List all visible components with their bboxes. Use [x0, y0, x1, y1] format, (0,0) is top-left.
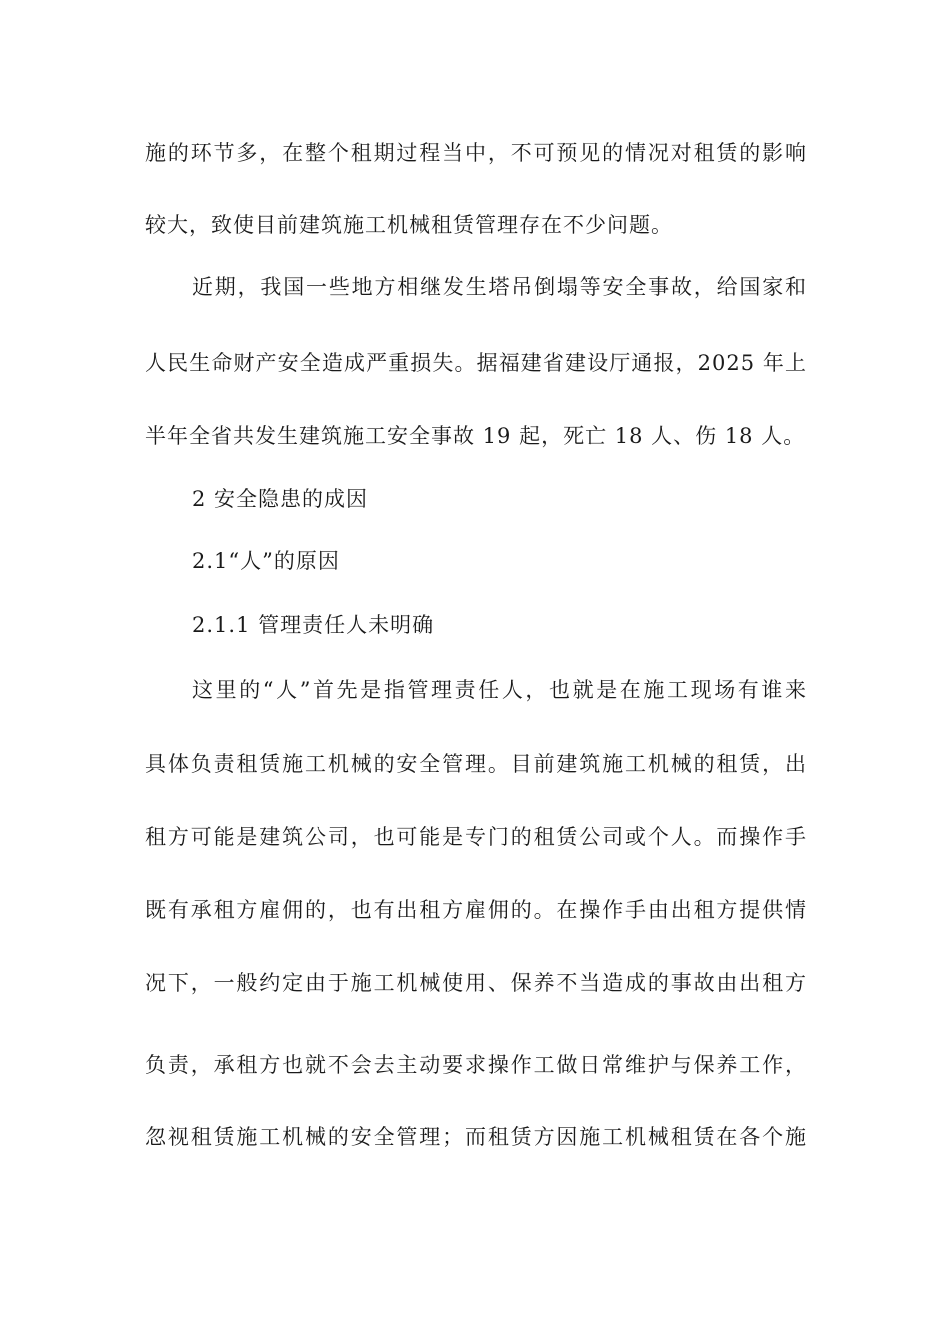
body-text-line: 负责，承租方也就不会去主动要求操作工做日常维护与保养工作，	[145, 1053, 807, 1077]
section-heading: 2 安全隐患的成因	[192, 487, 369, 511]
body-text-line: 较大，致使目前建筑施工机械租赁管理存在不少问题。	[145, 213, 673, 237]
body-text-line: 忽视租赁施工机械的安全管理；而租赁方因施工机械租赁在各个施	[145, 1125, 807, 1149]
body-text-line: 人民生命财产安全造成严重损失。据福建省建设厅通报，2025 年上	[145, 351, 807, 375]
body-text-line: 况下，一般约定由于施工机械使用、保养不当造成的事故由出租方	[145, 971, 807, 995]
body-text-line: 半年全省共发生建筑施工安全事故 19 起，死亡 18 人、伤 18 人。	[145, 424, 806, 448]
body-text-line: 具体负责租赁施工机械的安全管理。目前建筑施工机械的租赁，出	[145, 752, 807, 776]
body-text-line: 这里的“人”首先是指管理责任人，也就是在施工现场有谁来	[192, 678, 807, 702]
body-text-line: 近期，我国一些地方相继发生塔吊倒塌等安全事故，给国家和	[192, 275, 807, 299]
subsubsection-heading: 2.1.1 管理责任人未明确	[192, 613, 435, 637]
body-text-line: 既有承租方雇佣的，也有出租方雇佣的。在操作手由出租方提供情	[145, 898, 807, 922]
body-text-line: 施的环节多，在整个租期过程当中，不可预见的情况对租赁的影响	[145, 141, 807, 165]
body-text-line: 租方可能是建筑公司，也可能是专门的租赁公司或个人。而操作手	[145, 825, 807, 849]
subsection-heading: 2.1“人”的原因	[192, 549, 340, 573]
